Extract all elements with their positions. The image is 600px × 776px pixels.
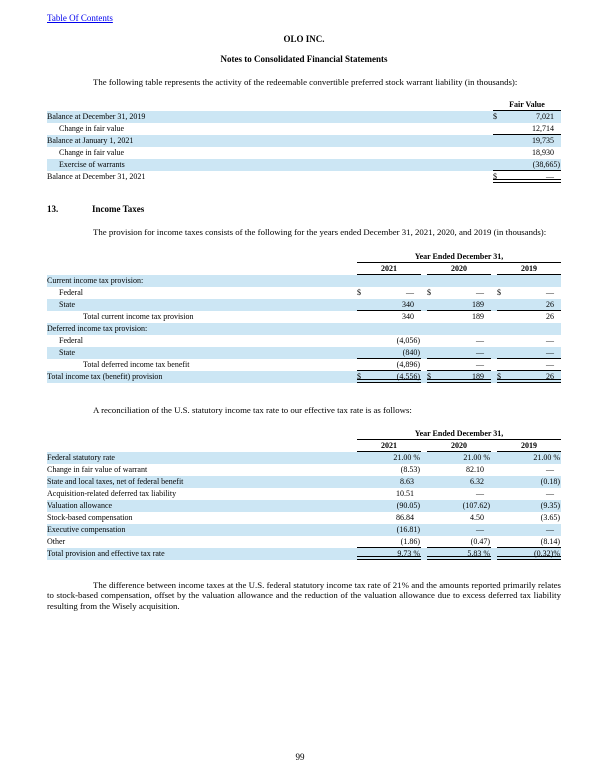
value-cell: [497, 500, 561, 512]
dollar-sign: $: [357, 372, 361, 382]
value-cell: [427, 452, 491, 464]
value-cell: [497, 524, 561, 536]
value-cell: [497, 464, 561, 476]
section-heading: [47, 204, 561, 214]
section-title: Income Taxes: [92, 203, 145, 214]
row-label: State and local taxes, net of federal benefit: [47, 476, 184, 486]
row-label: Acquisition-related deferred tax liability: [47, 488, 177, 498]
value-cell: [497, 371, 561, 383]
cell-value: —: [476, 488, 484, 498]
table-header-row: [47, 99, 561, 111]
cell-value: —: [476, 288, 484, 298]
cell-value: —: [476, 524, 484, 534]
cell-value: 26: [546, 312, 554, 322]
table-header-row: [47, 251, 561, 263]
value-cell: [497, 548, 561, 560]
dollar-sign: $: [497, 288, 501, 298]
table-row: [47, 135, 561, 147]
dollar-sign: [493, 147, 505, 159]
value-cell: [493, 171, 561, 183]
value-cell: [357, 311, 421, 323]
value-cell: [493, 135, 561, 147]
value-cell: [497, 488, 561, 500]
year-label: 2019: [521, 440, 537, 450]
cell-value: 7,021: [536, 111, 554, 121]
table-of-contents-link[interactable]: Table Of Contents: [47, 13, 113, 23]
table-row: [47, 536, 561, 548]
value-cell: [427, 311, 491, 323]
cell-value: 82.10: [466, 464, 484, 474]
dollar-sign: $: [357, 288, 361, 298]
year-label: 2021: [381, 440, 397, 450]
value-cell: [357, 359, 421, 371]
table-row: [47, 311, 561, 323]
table-row: [47, 452, 561, 464]
value-cell: [427, 335, 491, 347]
cell-value: (16.81): [396, 524, 420, 534]
row-label: Total provision and effective tax rate: [47, 548, 165, 558]
year-ended-header: Year Ended December 31,: [357, 428, 561, 440]
value-cell: [357, 347, 421, 359]
table-row: [47, 548, 561, 560]
cell-value: 26: [546, 300, 554, 310]
value-cell: [497, 287, 561, 299]
cell-value: —: [476, 360, 484, 370]
table-row: [47, 111, 561, 123]
table-row: [47, 171, 561, 183]
row-label: Executive compensation: [47, 524, 126, 534]
value-cell: [427, 536, 491, 548]
cell-value: (1.86): [400, 536, 420, 546]
value-cell: [357, 500, 421, 512]
cell-value: (90.05): [396, 500, 420, 510]
year-column-header: [497, 263, 561, 275]
table-row: [47, 512, 561, 524]
table-row: [47, 500, 561, 512]
value-cell: [427, 512, 491, 524]
cell-value: 12,714: [532, 123, 554, 133]
cell-value: (107.62): [462, 500, 490, 510]
fair-value-column-header: [493, 99, 561, 111]
row-label: Total income tax (benefit) provision: [47, 372, 163, 382]
value-cell: [357, 464, 421, 476]
row-label: Valuation allowance: [47, 500, 113, 510]
table-row: [47, 371, 561, 383]
value-cell: [357, 488, 421, 500]
income-tax-provision-table: [47, 251, 561, 383]
cell-value: 8.63: [400, 476, 414, 486]
value-cell: [427, 488, 491, 500]
table-row: [47, 524, 561, 536]
dollar-sign: [493, 159, 505, 170]
header-spacer: [47, 428, 357, 440]
cell-value: —: [546, 488, 554, 498]
reconciliation-paragraph: A reconciliation of the U.S. statutory income tax rate to our effective tax rate is as follows:: [93, 405, 412, 416]
row-label: State: [59, 300, 75, 310]
table-row: [47, 123, 561, 135]
value-cell: [427, 299, 491, 311]
cell-value: (8.53): [400, 464, 420, 474]
value-cell: [497, 347, 561, 359]
row-label: Balance at January 1, 2021: [47, 135, 134, 145]
value-cell: [427, 524, 491, 536]
value-cell: [357, 299, 421, 311]
value-cell: [493, 111, 561, 123]
table-row: [47, 159, 561, 171]
year-column-header: [427, 440, 491, 452]
year-label: 2019: [521, 264, 537, 274]
table-row: [47, 476, 561, 488]
cell-value: (4,056): [396, 336, 420, 346]
row-label: Federal: [59, 336, 83, 346]
cell-value: 340: [402, 312, 414, 322]
page-number: 99: [295, 752, 305, 762]
section-number: 13.: [47, 203, 59, 214]
value-cell: [497, 359, 561, 371]
value-cell: [357, 512, 421, 524]
year-column-header: [427, 263, 491, 275]
cell-value: —: [546, 288, 554, 298]
row-label: Current income tax provision:: [47, 276, 144, 286]
table-row: [47, 275, 561, 287]
value-cell: [427, 347, 491, 359]
row-label: Exercise of warrants: [59, 159, 125, 169]
cell-value: 26: [546, 372, 554, 382]
dollar-sign: $: [493, 111, 497, 121]
cell-value: (9.35): [540, 500, 560, 510]
table-subheader-row: [47, 263, 561, 275]
value-cell: [497, 512, 561, 524]
row-label: Change in fair value of warrant: [47, 464, 148, 474]
cell-value: 86.84: [396, 512, 414, 522]
provision-paragraph: The provision for income taxes consists of the following for the years ended December 31, 2021, 2020, and 2019 (in thousands):: [93, 226, 547, 237]
value-cell: [493, 123, 561, 135]
dollar-sign: $: [497, 372, 501, 382]
table-row: [47, 335, 561, 347]
row-label: Total deferred income tax benefit: [83, 360, 190, 370]
value-cell: [357, 476, 421, 488]
row-label: Change in fair value: [59, 123, 125, 133]
dollar-sign: [493, 135, 505, 147]
cell-value: 21.00 %: [463, 452, 490, 462]
value-cell: [497, 452, 561, 464]
value-cell: [497, 476, 561, 488]
cell-value: (0.32)%: [534, 548, 560, 558]
table-row: [47, 147, 561, 159]
rate-reconciliation-table: [47, 428, 561, 560]
value-cell: [427, 548, 491, 560]
company-title: OLO INC.: [283, 34, 325, 44]
cell-value: (8.14): [540, 536, 560, 546]
table-row: [47, 323, 561, 335]
header-spacer: [47, 440, 357, 452]
table-subheader-row: [47, 440, 561, 452]
value-cell: [357, 452, 421, 464]
row-label: Federal statutory rate: [47, 452, 115, 462]
value-cell: [357, 287, 421, 299]
cell-value: 9.73 %: [397, 548, 420, 558]
cell-value: —: [546, 464, 554, 474]
year-label: 2020: [451, 440, 467, 450]
value-cell: [427, 371, 491, 383]
value-cell: [497, 311, 561, 323]
cell-value: —: [546, 524, 554, 534]
cell-value: —: [406, 288, 414, 298]
cell-value: —: [546, 171, 554, 181]
cell-value: 18,930: [532, 147, 554, 157]
header-spacer: [47, 263, 357, 275]
value-cell: [493, 147, 561, 159]
intro-paragraph: The following table represents the activity of the redeemable convertible preferred stock warrant liability (in thousands):: [93, 77, 518, 87]
value-cell: [497, 335, 561, 347]
row-label: Deferred income tax provision:: [47, 324, 148, 334]
dollar-sign: [493, 123, 505, 134]
cell-value: (0.18): [540, 476, 560, 486]
warrant-liability-table: [47, 99, 561, 183]
year-column-header: [357, 263, 421, 275]
value-cell: [357, 524, 421, 536]
value-cell: [357, 536, 421, 548]
cell-value: 4.50: [470, 512, 484, 522]
cell-value: 189: [472, 300, 484, 310]
header-spacer: [47, 251, 357, 263]
cell-value: —: [546, 336, 554, 346]
cell-value: 19,735: [532, 135, 554, 145]
row-label: Total current income tax provision: [83, 312, 194, 322]
cell-value: (3.65): [540, 512, 560, 522]
row-label: State: [59, 348, 75, 358]
value-cell: [357, 335, 421, 347]
cell-value: (4,896): [396, 360, 420, 370]
row-label: Change in fair value: [59, 147, 125, 157]
table-row: [47, 488, 561, 500]
cell-value: —: [476, 348, 484, 358]
cell-value: (840): [402, 348, 420, 358]
cell-value: —: [476, 336, 484, 346]
cell-value: 10.51: [396, 488, 414, 498]
cell-value: 21.00 %: [533, 452, 560, 462]
value-cell: [357, 548, 421, 560]
table-header-row: [47, 428, 561, 440]
header-spacer: [47, 99, 493, 111]
cell-value: (0.47): [470, 536, 490, 546]
row-label: Stock-based compensation: [47, 512, 133, 522]
value-cell: [493, 159, 561, 171]
table-row: [47, 464, 561, 476]
value-cell: [427, 500, 491, 512]
table-row: [47, 347, 561, 359]
value-cell: [427, 359, 491, 371]
table-row: [47, 299, 561, 311]
table-row: [47, 287, 561, 299]
year-ended-header: Year Ended December 31,: [357, 251, 561, 263]
cell-value: (38,665): [532, 159, 560, 169]
value-cell: [357, 371, 421, 383]
row-label: Other: [47, 536, 66, 546]
cell-value: 189: [472, 372, 484, 382]
document-subtitle: Notes to Consolidated Financial Statements: [220, 54, 388, 64]
dollar-sign: $: [427, 372, 431, 382]
cell-value: (4,556): [396, 372, 420, 382]
cell-value: 5.83 %: [467, 548, 490, 558]
value-cell: [427, 476, 491, 488]
year-label: 2020: [451, 264, 467, 274]
value-cell: [427, 464, 491, 476]
value-cell: [497, 299, 561, 311]
cell-value: 189: [472, 312, 484, 322]
value-cell: [427, 287, 491, 299]
table-row: [47, 359, 561, 371]
row-label: Balance at December 31, 2021: [47, 171, 146, 181]
dollar-sign: $: [427, 288, 431, 298]
value-cell: [497, 536, 561, 548]
row-label: Federal: [59, 288, 83, 298]
cell-value: —: [546, 348, 554, 358]
row-label: Balance at December 31, 2019: [47, 111, 146, 121]
closing-paragraph: The difference between income taxes at the U.S. federal statutory income tax rate of 21% and the amounts reported primarily relates to stock-based compensation, offset by the valuation allowance and the reduction of the valuation allowance due to excess deferred tax liability resulting from the Wisely acquisition.: [47, 579, 561, 611]
year-column-header: [497, 440, 561, 452]
cell-value: 21.00 %: [393, 452, 420, 462]
cell-value: 6.32: [470, 476, 484, 486]
year-label: 2021: [381, 264, 397, 274]
column-header-label: Fair Value: [509, 99, 545, 109]
cell-value: —: [546, 360, 554, 370]
year-column-header: [357, 440, 421, 452]
cell-value: 340: [402, 300, 414, 310]
dollar-sign: $: [493, 171, 497, 181]
